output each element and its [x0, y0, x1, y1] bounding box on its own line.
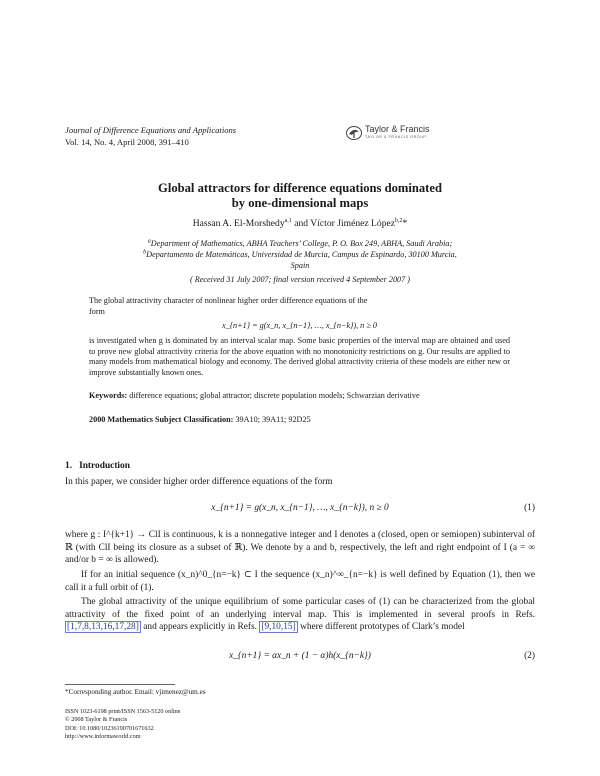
- affiliation-a-mark: a: [147, 238, 151, 245]
- msc-classification: [89, 415, 510, 424]
- affiliation-a: [65, 238, 535, 249]
- citation-link-2[interactable]: [9,10,15]: [261, 622, 296, 633]
- section-title: Introduction: [79, 461, 130, 471]
- paragraph-2: If for an initial sequence (x_n)^0_{n=−k} ⊂ I the sequence (x_n)^∞_{n=−k} is well defined by Equation (1), then we call it a full orbit of (1).: [65, 570, 535, 593]
- author-1-mark: a,1: [284, 217, 292, 224]
- affiliations: [65, 238, 535, 271]
- equation-2-number: (2): [524, 651, 535, 661]
- msc-label: 2000 Mathematics Subject Classification:: [89, 415, 234, 424]
- author-conjunction: and: [294, 218, 309, 229]
- paragraph-1: where g : I^{k+1} → ClI is continuous, k is a nonnegative integer and I denotes a (closed, open or semiopen) subinterval of ℝ (with ClI being its closure as a subset of ℝ). We denote by a and b, respectively, the left and right endpoint of I (a = ∞ and/or b = ∞ is allowed).: [65, 530, 535, 566]
- title-line-1: Global attractors for difference equations dominated: [158, 181, 442, 195]
- keywords-text: difference equations; global attractor; discrete population models; Schwarzian derivative: [129, 391, 420, 400]
- publisher-name: Taylor & Francis: [365, 124, 430, 134]
- abstract-intro: [89, 296, 510, 317]
- publisher-logo-icon: [345, 123, 363, 141]
- equation-2-body: x_{n+1} = αx_n + (1 − α)h(x_{n−k}): [229, 651, 371, 661]
- section-heading: [65, 461, 130, 471]
- affiliation-b: [65, 249, 535, 260]
- author-2-mark: b,2: [395, 217, 403, 224]
- corresponding-star: *: [402, 218, 408, 229]
- footnote: *Corresponding author. Email: vjimenez@um.es: [65, 688, 206, 696]
- affiliation-b-mark: b: [143, 249, 147, 256]
- imprint-url[interactable]: http://www.informaworld.com: [65, 732, 141, 740]
- title-line-2: by one-dimensional maps: [231, 196, 369, 210]
- paragraph-3-part-b: and appears explicitly in Refs.: [143, 622, 257, 633]
- author-1: Hassan A. El-Morshedy: [192, 218, 285, 229]
- keywords: [89, 391, 510, 402]
- equation-1-number: (1): [524, 503, 535, 513]
- affiliation-b-line2: Spain: [290, 261, 310, 270]
- intro-sentence: In this paper, we consider higher order difference equations of the form: [65, 477, 333, 487]
- imprint-issn: ISSN 1023-6198 print/ISSN 1563-5120 online: [65, 708, 181, 715]
- affiliation-a-text: Department of Mathematics, ABHA Teachers’ College, P. O. Box 249, ABHA, Saudi Arabia;: [150, 239, 453, 248]
- received-dates: ( Received 31 July 2007; final version received 4 September 2007 ): [190, 275, 410, 284]
- equation-1-body: x_{n+1} = g(x_n, x_{n−1}, …, x_{n−k}), n ≥ 0: [211, 503, 389, 513]
- paragraph-3-part-a: The global attractivity of the unique equilibrium of some particular cases of (1) can be characterized from the global attractivity of the fixed point of an underlying interval map. This is implemented in several proofs in Refs.: [65, 597, 535, 620]
- affiliation-b-text: Departamento de Matemáticas, Universidad de Murcia, Campus de Espinardo, 30100 Murcia,: [146, 250, 457, 259]
- keywords-label: Keywords:: [89, 391, 128, 400]
- imprint: [65, 708, 181, 741]
- section-number: 1.: [65, 461, 73, 471]
- volume-info: Vol. 14, No. 4, April 2008, 391–410: [65, 137, 189, 147]
- abstract-line-1: The global attractivity character of nonlinear higher order difference equations of the: [89, 296, 368, 305]
- msc-codes: 39A10; 39A11; 92D25: [235, 415, 311, 424]
- paper-title: [60, 181, 540, 211]
- paragraph-3: [65, 596, 535, 634]
- journal-name: Journal of Difference Equations and Applications: [65, 125, 237, 135]
- publisher-tagline: TAYLOR & FRANCIS GROUP: [365, 135, 427, 139]
- journal-header: [65, 124, 365, 148]
- abstract-body: is investigated when g is dominated by an interval scalar map. Some basic properties of the interval map are obtained and used to prove new global attractivity criteria for the above equation with no monotonicity restrictions on g. Our results are applied to many models from mathematical biology and economy. The derived global attractivity criteria of these models are either new or improve substantially known ones.: [89, 336, 510, 377]
- abstract-equation: x_{n+1} = g(x_n, x_{n−1}, …, x_{n−k}), n ≥ 0: [222, 321, 377, 330]
- imprint-doi[interactable]: DOI: 10.1080/10236190701671632: [65, 724, 154, 732]
- abstract-line-2: form: [89, 306, 105, 316]
- publisher-logo: [345, 123, 455, 145]
- paragraph-3-part-c: where different prototypes of Clark’s model: [300, 622, 465, 633]
- footnote-rule: [65, 684, 175, 685]
- author-2: Víctor Jiménez López: [310, 218, 396, 229]
- citation-link-1[interactable]: [1,7,8,13,16,17,28]: [67, 622, 139, 633]
- author-list: [60, 218, 540, 229]
- imprint-copyright: © 2008 Taylor & Francis: [65, 716, 128, 724]
